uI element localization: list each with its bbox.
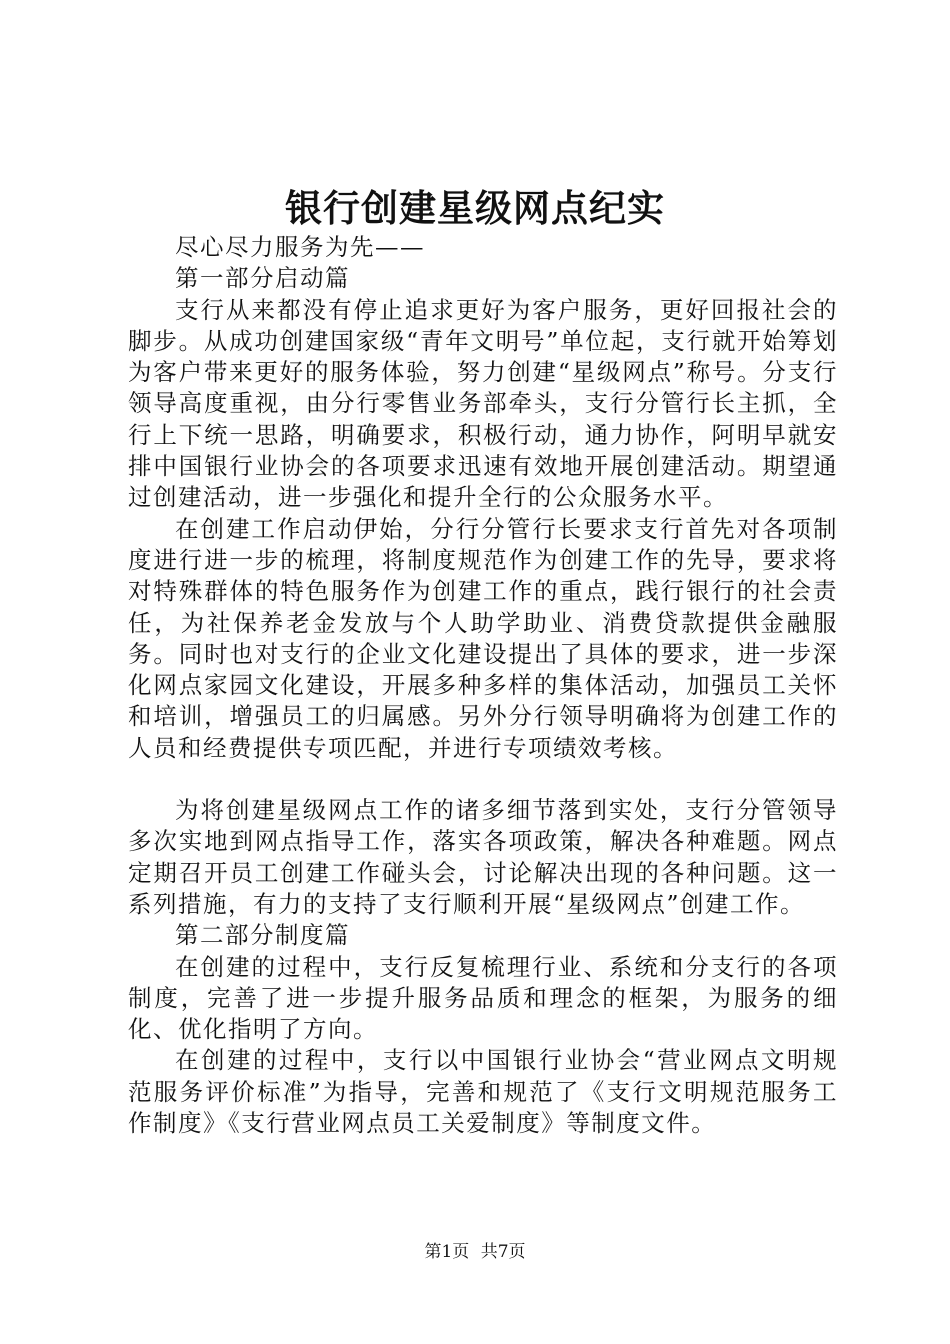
body-paragraph: 支行从来都没有停止追求更好为客户服务，更好回报社会的脚步。从成功创建国家级“青年文明号”单位起，支行就开始筹划为客户带来更好的服务体验，努力创建“星级网点”称号。分支行领导高度重视，由分行零售业务部牵头，支行分管行长主抓，全行上下统一思路，明确要求，积极行动，通力协作，阿明早就安排中国银行业协会的各项要求迅速有效地开展创建活动。期望通过创建活动，进一步强化和提升全行的公众服务水平。	[128, 295, 838, 512]
section-heading-part-two: 第二部分制度篇	[175, 921, 350, 950]
body-paragraph: 在创建工作启动伊始，分行分管行长要求支行首先对各项制度进行进一步的梳理，将制度规范作为创建工作的先导，要求将对特殊群体的特色服务作为创建工作的重点，践行银行的社会责任，为社保养老金发放与个人助学助业、消费贷款提供金融服务。同时也对支行的企业文化建设提出了具体的要求，进一步深化网点家园文化建设，开展多种多样的集体活动，加强员工关怀和培训，增强员工的归属感。另外分行领导明确将为创建工作的人员和经费提供专项匹配，并进行专项绩效考核。	[128, 514, 838, 762]
body-paragraph: 在创建的过程中，支行以中国银行业协会“营业网点文明规范服务评价标准”为指导，完善和规范了《支行文明规范服务工作制度》《支行营业网点员工关爱制度》等制度文件。	[128, 1046, 838, 1138]
subtitle-line: 尽心尽力服务为先——	[175, 233, 425, 261]
body-paragraph: 为将创建星级网点工作的诸多细节落到实处，支行分管领导多次实地到网点指导工作，落实各项政策，解决各种难题。网点定期召开员工创建工作碰头会，讨论解决出现的各种问题。这一系列措施，有力的支持了支行顺利开展“星级网点”创建工作。	[128, 796, 838, 918]
page-footer	[0, 1240, 950, 1264]
body-paragraph: 在创建的过程中，支行反复梳理行业、系统和分支行的各项制度，完善了进一步提升服务品质和理念的框架，为服务的细化、优化指明了方向。	[128, 952, 838, 1044]
document-body	[128, 232, 838, 1139]
page-number: 第1页	[424, 1242, 470, 1262]
section-heading-part-one: 第一部分启动篇	[175, 264, 350, 293]
document-title: 银行创建星级网点纪实	[285, 186, 665, 230]
page-total: 共7页	[480, 1242, 526, 1262]
